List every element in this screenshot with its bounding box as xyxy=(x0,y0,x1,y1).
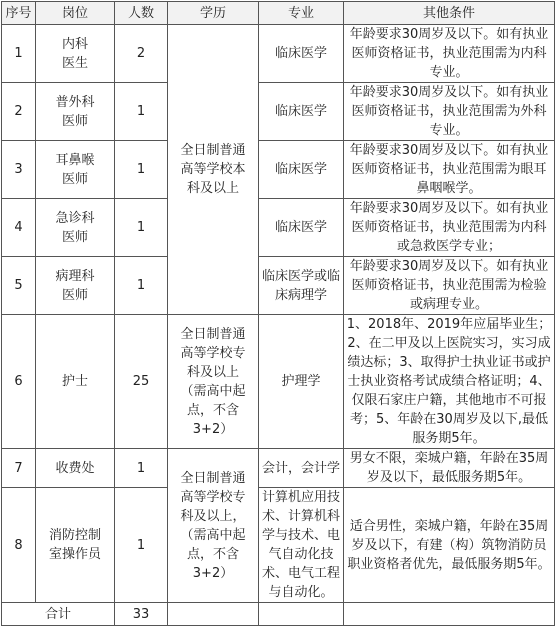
table-row xyxy=(2,315,555,449)
row-no: 6 xyxy=(2,315,36,449)
condition-line: 年龄要求30周岁及以下。如有执业 xyxy=(349,259,549,274)
position-line: 收费处 xyxy=(55,460,95,476)
condition-line: 或急救医学专业； xyxy=(396,239,501,254)
row-conditions xyxy=(344,83,555,141)
condition-line: 2、在二甲及以上医院实习，实习成 xyxy=(347,336,551,351)
header-education: 学历 xyxy=(168,2,259,25)
position-line: 医师 xyxy=(61,229,88,245)
condition-line: 服务期5年。 xyxy=(412,431,486,446)
condition-line: 士执业资格考试成绩合格证明；4、 xyxy=(347,374,551,389)
condition-line: 或病理专业。 xyxy=(409,297,488,312)
major-line: 护理学 xyxy=(281,374,321,389)
position-line: 耳鼻喉 xyxy=(55,152,95,168)
position-line: 普外科 xyxy=(55,94,95,110)
major-line: 临床医学 xyxy=(274,104,327,119)
condition-line: 职业资格者优先，最低服务期5年。 xyxy=(347,556,551,572)
position-line: 室操作员 xyxy=(48,547,101,562)
row-major xyxy=(259,199,344,257)
position-line: 消防控制 xyxy=(48,528,101,543)
condition-line: 年龄要求30周岁及以下。如有执业 xyxy=(349,143,549,158)
table-row xyxy=(2,25,555,83)
row-count: 2 xyxy=(115,25,168,83)
education-line: （需高中起 xyxy=(180,383,246,399)
condition-line: 仅限石家庄户籍，其他地市不可报 xyxy=(351,393,547,408)
major-line: 与自动化。 xyxy=(268,585,334,600)
education-line: 高等学校本 xyxy=(180,162,246,177)
total-count: 33 xyxy=(115,603,168,626)
position-line: 医生 xyxy=(61,55,88,71)
row-position xyxy=(36,315,115,449)
row-major xyxy=(259,488,344,603)
table-row xyxy=(2,83,555,141)
education-line: 科及以上， xyxy=(180,508,246,524)
position-line: 内科 xyxy=(61,36,88,52)
position-line: 医师 xyxy=(61,171,88,187)
education-line: 点，不含 xyxy=(186,546,239,562)
major-line: 临床医学或临 xyxy=(261,268,340,284)
education-line: 点，不含 xyxy=(186,402,239,418)
major-line: 术、计算机科 xyxy=(261,509,340,524)
major-line: 计算机应用技 xyxy=(261,490,340,505)
row-position xyxy=(36,141,115,199)
condition-line: 男女不限，栾城户籍，年龄在35周 xyxy=(349,451,549,466)
row-no: 5 xyxy=(2,257,36,315)
total-row xyxy=(2,603,555,626)
education-line: 高等学校专 xyxy=(180,489,246,505)
header-major: 专业 xyxy=(259,2,344,25)
row-position xyxy=(36,488,115,603)
row-position xyxy=(36,199,115,257)
condition-line: 医师资格证书，执业范围需为内科 xyxy=(351,220,547,235)
row-count: 1 xyxy=(115,488,168,603)
row-major xyxy=(259,449,344,488)
major-line: 临床医学 xyxy=(274,162,327,177)
major-line: 学与技术、电 xyxy=(261,528,340,543)
major-line: 气自动化技 xyxy=(268,547,334,562)
major-line: 临床医学 xyxy=(274,46,327,61)
row-conditions xyxy=(344,488,555,603)
row-conditions xyxy=(344,449,555,488)
position-line: 医师 xyxy=(61,287,88,303)
condition-line: 考；5、年龄在30周岁及以下,最低 xyxy=(350,412,548,427)
total-label: 合计 xyxy=(2,603,115,626)
row-major xyxy=(259,83,344,141)
condition-line: 医师资格证书，执业范围需为内科 xyxy=(351,46,547,61)
row-conditions xyxy=(344,141,555,199)
row-position xyxy=(36,83,115,141)
row-major xyxy=(259,25,344,83)
major-line: 床病理学 xyxy=(274,287,327,303)
row-count: 1 xyxy=(115,449,168,488)
table-row xyxy=(2,488,555,603)
row-count: 1 xyxy=(115,199,168,257)
row-position xyxy=(36,257,115,315)
condition-line: 岁及以下，有建（构）筑物消防员 xyxy=(351,537,547,553)
row-count: 1 xyxy=(115,141,168,199)
condition-line: 年龄要求30周岁及以下。如有执业 xyxy=(349,27,549,42)
condition-line: 鼻咽喉学。 xyxy=(416,181,482,196)
condition-line: 医师资格证书，执业范围需为检验 xyxy=(351,278,547,293)
condition-line: 适合男性，栾城户籍，年龄在35周 xyxy=(349,518,549,534)
header-count: 人数 xyxy=(115,2,168,25)
education-line: 高等学校专 xyxy=(180,345,246,361)
table-row xyxy=(2,257,555,315)
education-line: 3+2） xyxy=(192,421,234,437)
education-cell xyxy=(168,315,259,449)
position-line: 急诊科 xyxy=(55,210,95,226)
table-row xyxy=(2,199,555,257)
position-line: 病理科 xyxy=(55,268,95,284)
row-no: 7 xyxy=(2,449,36,488)
row-conditions xyxy=(344,257,555,315)
major-line: 会计，会计学 xyxy=(261,460,340,476)
row-position xyxy=(36,25,115,83)
position-line: 医师 xyxy=(61,113,88,129)
row-no: 3 xyxy=(2,141,36,199)
empty-cell xyxy=(344,603,555,626)
table-row xyxy=(2,449,555,488)
header-row xyxy=(2,2,555,25)
condition-line: 年龄要求30周岁及以下。如有执业 xyxy=(349,201,549,216)
education-line: （需高中起 xyxy=(180,527,246,543)
table-row xyxy=(2,141,555,199)
row-count: 25 xyxy=(115,315,168,449)
education-cell xyxy=(168,25,259,315)
row-major xyxy=(259,141,344,199)
row-count: 1 xyxy=(115,83,168,141)
education-line: 全日制普通 xyxy=(180,143,246,158)
row-major xyxy=(259,257,344,315)
education-line: 3+2） xyxy=(192,565,234,581)
row-no: 4 xyxy=(2,199,36,257)
condition-line: 绩达标；3、取得护士执业证书或护 xyxy=(347,355,551,370)
condition-line: 1、2018年、2019年应届毕业生； xyxy=(346,317,552,332)
row-conditions xyxy=(344,199,555,257)
condition-line: 专业。 xyxy=(429,65,469,80)
condition-line: 医师资格证书，执业范围需为眼耳 xyxy=(351,162,547,177)
condition-line: 专业。 xyxy=(429,123,469,138)
row-conditions xyxy=(344,25,555,83)
empty-cell xyxy=(168,603,259,626)
row-no: 2 xyxy=(2,83,36,141)
recruitment-table xyxy=(1,1,555,626)
row-count: 1 xyxy=(115,257,168,315)
row-conditions xyxy=(344,315,555,449)
header-position: 岗位 xyxy=(36,2,115,25)
header-no: 序号 xyxy=(2,2,36,25)
education-line: 科及以上 xyxy=(186,364,239,380)
empty-cell xyxy=(259,603,344,626)
row-no: 8 xyxy=(2,488,36,603)
condition-line: 岁及以下，最低服务期5年。 xyxy=(366,470,532,485)
position-line: 护士 xyxy=(61,374,88,389)
row-position xyxy=(36,449,115,488)
row-no: 1 xyxy=(2,25,36,83)
row-major xyxy=(259,315,344,449)
header-conditions: 其他条件 xyxy=(344,2,555,25)
education-line: 全日制普通 xyxy=(180,470,246,486)
education-line: 全日制普通 xyxy=(180,326,246,342)
education-cell xyxy=(168,449,259,603)
education-line: 科及以上 xyxy=(186,181,239,196)
major-line: 临床医学 xyxy=(274,220,327,235)
condition-line: 医师资格证书，执业范围需为外科 xyxy=(351,104,547,119)
condition-line: 年龄要求30周岁及以下。如有执业 xyxy=(349,85,549,100)
major-line: 术、电气工程 xyxy=(261,566,340,581)
